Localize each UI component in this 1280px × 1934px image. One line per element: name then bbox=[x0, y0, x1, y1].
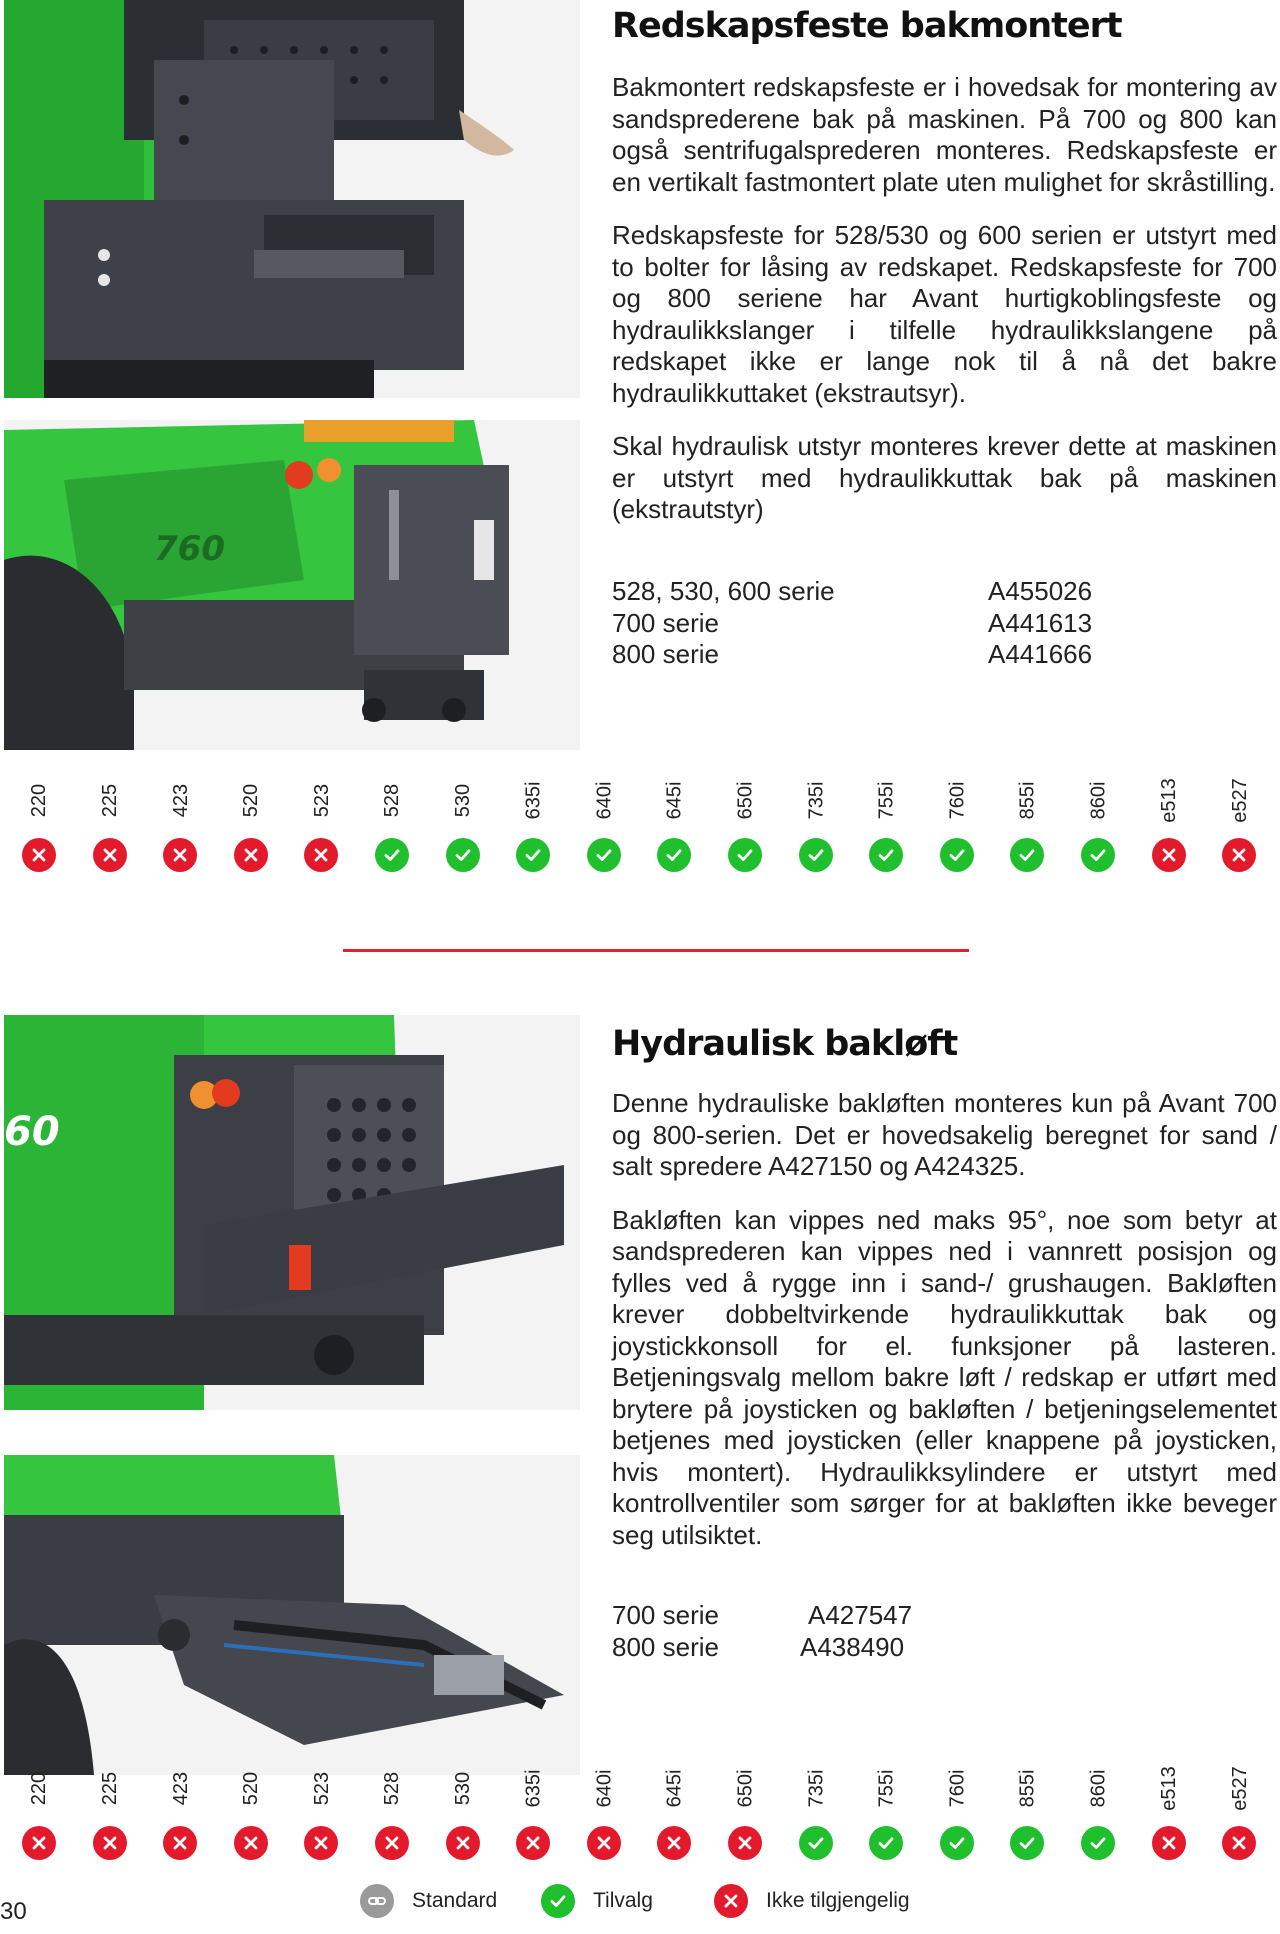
series-label: 700 serie bbox=[612, 1600, 719, 1630]
model-735i bbox=[787, 770, 847, 880]
model-label bbox=[575, 770, 635, 830]
cross-icon bbox=[1222, 1826, 1256, 1860]
model-label bbox=[1210, 1758, 1270, 1818]
model-e527 bbox=[1210, 1758, 1270, 1868]
model-520 bbox=[222, 1758, 282, 1868]
legend-tilvalg-label: Tilvalg bbox=[593, 1889, 653, 1912]
model-label bbox=[81, 770, 141, 830]
model-650i bbox=[716, 1758, 776, 1868]
model-name: 860i bbox=[1087, 1769, 1110, 1807]
cross-icon bbox=[22, 1826, 56, 1860]
cross-icon bbox=[163, 1826, 197, 1860]
model-label bbox=[645, 1758, 705, 1818]
model-name: 523 bbox=[310, 783, 333, 817]
section1-paragraph-1: Bakmontert redskapsfeste er i hovedsak for montering av sandsprederene bak på maskinen. På 700 og 800 kan også sentrifugalsprederen monteres. Redskapsfeste er en vertikalt fastmontert plate uten mulighet for skråstilling. bbox=[612, 72, 1277, 197]
model-label bbox=[504, 770, 564, 830]
check-icon bbox=[728, 838, 762, 872]
model-225 bbox=[81, 1758, 141, 1868]
model-name: 760i bbox=[946, 1769, 969, 1807]
check-icon bbox=[657, 838, 691, 872]
model-635i bbox=[504, 1758, 564, 1868]
model-label bbox=[998, 1758, 1058, 1818]
model-645i bbox=[645, 770, 705, 880]
model-name: 735i bbox=[805, 781, 828, 819]
model-name: 650i bbox=[734, 1769, 757, 1807]
model-label bbox=[716, 770, 776, 830]
model-523 bbox=[292, 770, 352, 880]
model-name: 645i bbox=[663, 781, 686, 819]
legend-standard-label: Standard bbox=[412, 1889, 498, 1912]
model-760i bbox=[928, 770, 988, 880]
model-label bbox=[1210, 770, 1270, 830]
series-label: 700 serie bbox=[612, 607, 719, 638]
model-label bbox=[81, 1758, 141, 1818]
model-name: e527 bbox=[1228, 1765, 1251, 1811]
series-label: 528, 530, 600 serie bbox=[612, 576, 835, 606]
part-number-row bbox=[612, 576, 1092, 608]
section2-part-numbers bbox=[612, 1600, 912, 1663]
model-label bbox=[575, 1758, 635, 1818]
check-icon bbox=[869, 838, 903, 872]
model-name: 645i bbox=[663, 1769, 686, 1807]
model-name: 423 bbox=[169, 783, 192, 817]
check-icon bbox=[446, 838, 480, 872]
model-name: 755i bbox=[875, 781, 898, 819]
part-number: A427547 bbox=[808, 1600, 913, 1630]
model-name: 760i bbox=[946, 781, 969, 819]
model-label bbox=[1069, 770, 1129, 830]
model-name: 860i bbox=[1087, 781, 1110, 819]
model-name: 523 bbox=[310, 1771, 333, 1805]
check-icon bbox=[1081, 1826, 1115, 1860]
model-755i bbox=[857, 1758, 917, 1868]
model-name: 220 bbox=[28, 783, 51, 817]
check-icon bbox=[940, 838, 974, 872]
cross-icon bbox=[587, 1826, 621, 1860]
part-number: A455026 bbox=[988, 576, 1093, 606]
cross-icon bbox=[1222, 838, 1256, 872]
svg-text:60: 60 bbox=[4, 1109, 60, 1155]
model-name: 855i bbox=[1016, 1769, 1039, 1807]
model-855i bbox=[998, 1758, 1058, 1868]
check-icon bbox=[940, 1826, 974, 1860]
model-label bbox=[1140, 770, 1200, 830]
check-icon bbox=[516, 838, 550, 872]
link-icon bbox=[360, 1884, 394, 1918]
section2-paragraph-1: Denne hydrauliske bakløften monteres kun på Avant 700 og 800-serien. Det er hovedsakelig beregnet for sand / salt spredere A427150 og A424325. bbox=[612, 1088, 1277, 1181]
model-760i bbox=[928, 1758, 988, 1868]
check-icon bbox=[1010, 1826, 1044, 1860]
legend-ikke-label: Ikke tilgjengelig bbox=[766, 1889, 910, 1912]
model-423 bbox=[151, 770, 211, 880]
legend bbox=[0, 1884, 1280, 1924]
model-523 bbox=[292, 1758, 352, 1868]
model-name: 520 bbox=[240, 783, 263, 817]
check-icon bbox=[799, 1826, 833, 1860]
section1-description bbox=[612, 72, 1277, 548]
check-icon bbox=[587, 838, 621, 872]
section1-part-numbers bbox=[612, 576, 1092, 671]
model-label bbox=[645, 770, 705, 830]
model-label bbox=[151, 1758, 211, 1818]
model-name: 650i bbox=[734, 781, 757, 819]
model-label bbox=[434, 1758, 494, 1818]
section-divider bbox=[343, 949, 969, 952]
model-label bbox=[10, 770, 70, 830]
model-640i bbox=[575, 1758, 635, 1868]
model-220 bbox=[10, 1758, 70, 1868]
part-number-row bbox=[612, 1632, 912, 1664]
part-number-row bbox=[612, 608, 1092, 640]
cross-icon bbox=[22, 838, 56, 872]
model-530 bbox=[434, 770, 494, 880]
model-name: 755i bbox=[875, 1769, 898, 1807]
model-label bbox=[151, 770, 211, 830]
model-label bbox=[998, 770, 1058, 830]
model-label bbox=[857, 1758, 917, 1818]
cross-icon bbox=[516, 1826, 550, 1860]
section1-paragraph-2: Redskapsfeste for 528/530 og 600 serien er utstyrt med to bolter for låsing av redskapet. Redskapsfeste for 700 og 800 seriene har Avant hurtigkoblingsfeste og hydraulikkslanger i tilfelle hydraulikkslangene på redskapet ikke er lange nok til å nå det bakre hydraulikkuttaket (ekstrautsyr). bbox=[612, 220, 1277, 408]
model-label bbox=[504, 1758, 564, 1818]
cross-icon bbox=[446, 1826, 480, 1860]
model-name: e527 bbox=[1228, 777, 1251, 823]
model-528 bbox=[363, 1758, 423, 1868]
model-name: 735i bbox=[805, 1769, 828, 1807]
check-icon bbox=[375, 838, 409, 872]
cross-icon bbox=[375, 1826, 409, 1860]
model-label bbox=[928, 1758, 988, 1818]
model-label bbox=[363, 1758, 423, 1818]
model-635i bbox=[504, 770, 564, 880]
model-name: 635i bbox=[522, 1769, 545, 1807]
page-number: 30 bbox=[0, 1898, 27, 1925]
cross-icon bbox=[714, 1884, 748, 1918]
model-855i bbox=[998, 770, 1058, 880]
cross-icon bbox=[304, 1826, 338, 1860]
cross-icon bbox=[93, 838, 127, 872]
part-number-row bbox=[612, 639, 1092, 671]
model-520 bbox=[222, 770, 282, 880]
svg-text:760: 760 bbox=[154, 529, 225, 569]
model-label bbox=[716, 1758, 776, 1818]
model-name: e513 bbox=[1158, 777, 1181, 823]
model-label bbox=[787, 770, 847, 830]
section1-title: Redskapsfeste bakmontert bbox=[612, 6, 1122, 46]
section2-compatibility-row bbox=[0, 1758, 1280, 1878]
model-label bbox=[1140, 1758, 1200, 1818]
model-650i bbox=[716, 770, 776, 880]
model-name: 530 bbox=[452, 783, 475, 817]
model-e513 bbox=[1140, 1758, 1200, 1868]
part-number-row bbox=[612, 1600, 912, 1632]
series-label: 800 serie bbox=[612, 1631, 719, 1662]
model-name: 855i bbox=[1016, 781, 1039, 819]
model-label bbox=[787, 1758, 847, 1818]
model-label bbox=[928, 770, 988, 830]
model-755i bbox=[857, 770, 917, 880]
model-name: 530 bbox=[452, 1771, 475, 1805]
rear-implement-mount-photo-bottom bbox=[4, 420, 580, 750]
model-label bbox=[292, 770, 352, 830]
model-645i bbox=[645, 1758, 705, 1868]
model-label bbox=[857, 770, 917, 830]
section2-description bbox=[612, 1088, 1277, 1573]
legend-tilvalg bbox=[541, 1884, 653, 1918]
cross-icon bbox=[1152, 838, 1186, 872]
check-icon bbox=[1010, 838, 1044, 872]
section1-paragraph-3: Skal hydraulisk utstyr monteres krever dette at maskinen er utstyrt med hydraulikkuttak bak på maskinen (ekstrautstyr) bbox=[612, 431, 1277, 524]
model-name: 220 bbox=[28, 1771, 51, 1805]
part-number: A441666 bbox=[988, 639, 1093, 669]
check-icon bbox=[869, 1826, 903, 1860]
model-label bbox=[10, 1758, 70, 1818]
model-name: 640i bbox=[593, 1769, 616, 1807]
model-640i bbox=[575, 770, 635, 880]
cross-icon bbox=[657, 1826, 691, 1860]
legend-standard bbox=[360, 1884, 497, 1918]
check-icon bbox=[1081, 838, 1115, 872]
cross-icon bbox=[163, 838, 197, 872]
model-name: 640i bbox=[593, 781, 616, 819]
section2-title: Hydraulisk bakløft bbox=[612, 1024, 958, 1064]
section1-compatibility-row bbox=[0, 770, 1280, 890]
hydraulic-rear-lift-photo-top bbox=[4, 1015, 580, 1410]
model-label bbox=[222, 1758, 282, 1818]
model-name: 423 bbox=[169, 1771, 192, 1805]
cross-icon bbox=[234, 838, 268, 872]
hydraulic-rear-lift-photo-bottom bbox=[4, 1455, 580, 1775]
part-number: A441613 bbox=[988, 607, 1093, 638]
model-name: 520 bbox=[240, 1771, 263, 1805]
model-860i bbox=[1069, 770, 1129, 880]
model-220 bbox=[10, 770, 70, 880]
cross-icon bbox=[234, 1826, 268, 1860]
cross-icon bbox=[93, 1826, 127, 1860]
model-name: 225 bbox=[99, 783, 122, 817]
section2-paragraph-2: Bakløften kan vippes ned maks 95°, noe som betyr at sandsprederen kan vippes ned i vannrett posisjon og fylles ved å rygge inn i sand-/ grushaugen. Bakløften krever dobbeltvirkende hydraulikkuttak bak og joystickkonsoll for el. funksjoner på lasteren. Betjeningsvalg mellom bakre løft / redskap er utført med brytere på joysticken og bakløften / betjeningselementet betjenes med joysticken (eller knappene på joysticken, hvis montert). Hydraulikksylindere er utstyrt med kontrollventiler som sørger for at bakløften ikke beveger seg utilsiktet. bbox=[612, 1204, 1277, 1550]
model-label bbox=[363, 770, 423, 830]
cross-icon bbox=[1152, 1826, 1186, 1860]
model-225 bbox=[81, 770, 141, 880]
model-label bbox=[434, 770, 494, 830]
model-name: 225 bbox=[99, 1771, 122, 1805]
series-label: 800 serie bbox=[612, 639, 719, 669]
rear-implement-mount-photo-top bbox=[4, 0, 580, 398]
legend-ikke bbox=[714, 1884, 910, 1918]
model-name: 528 bbox=[381, 783, 404, 817]
cross-icon bbox=[304, 838, 338, 872]
model-e513 bbox=[1140, 770, 1200, 880]
model-label bbox=[222, 770, 282, 830]
model-label bbox=[1069, 1758, 1129, 1818]
check-icon bbox=[541, 1884, 575, 1918]
part-number: A438490 bbox=[800, 1631, 905, 1662]
model-e527 bbox=[1210, 770, 1270, 880]
model-530 bbox=[434, 1758, 494, 1868]
model-name: 528 bbox=[381, 1771, 404, 1805]
check-icon bbox=[799, 838, 833, 872]
model-735i bbox=[787, 1758, 847, 1868]
model-name: 635i bbox=[522, 781, 545, 819]
model-860i bbox=[1069, 1758, 1129, 1868]
cross-icon bbox=[728, 1826, 762, 1860]
model-label bbox=[292, 1758, 352, 1818]
model-name: e513 bbox=[1158, 1765, 1181, 1811]
model-528 bbox=[363, 770, 423, 880]
model-423 bbox=[151, 1758, 211, 1868]
